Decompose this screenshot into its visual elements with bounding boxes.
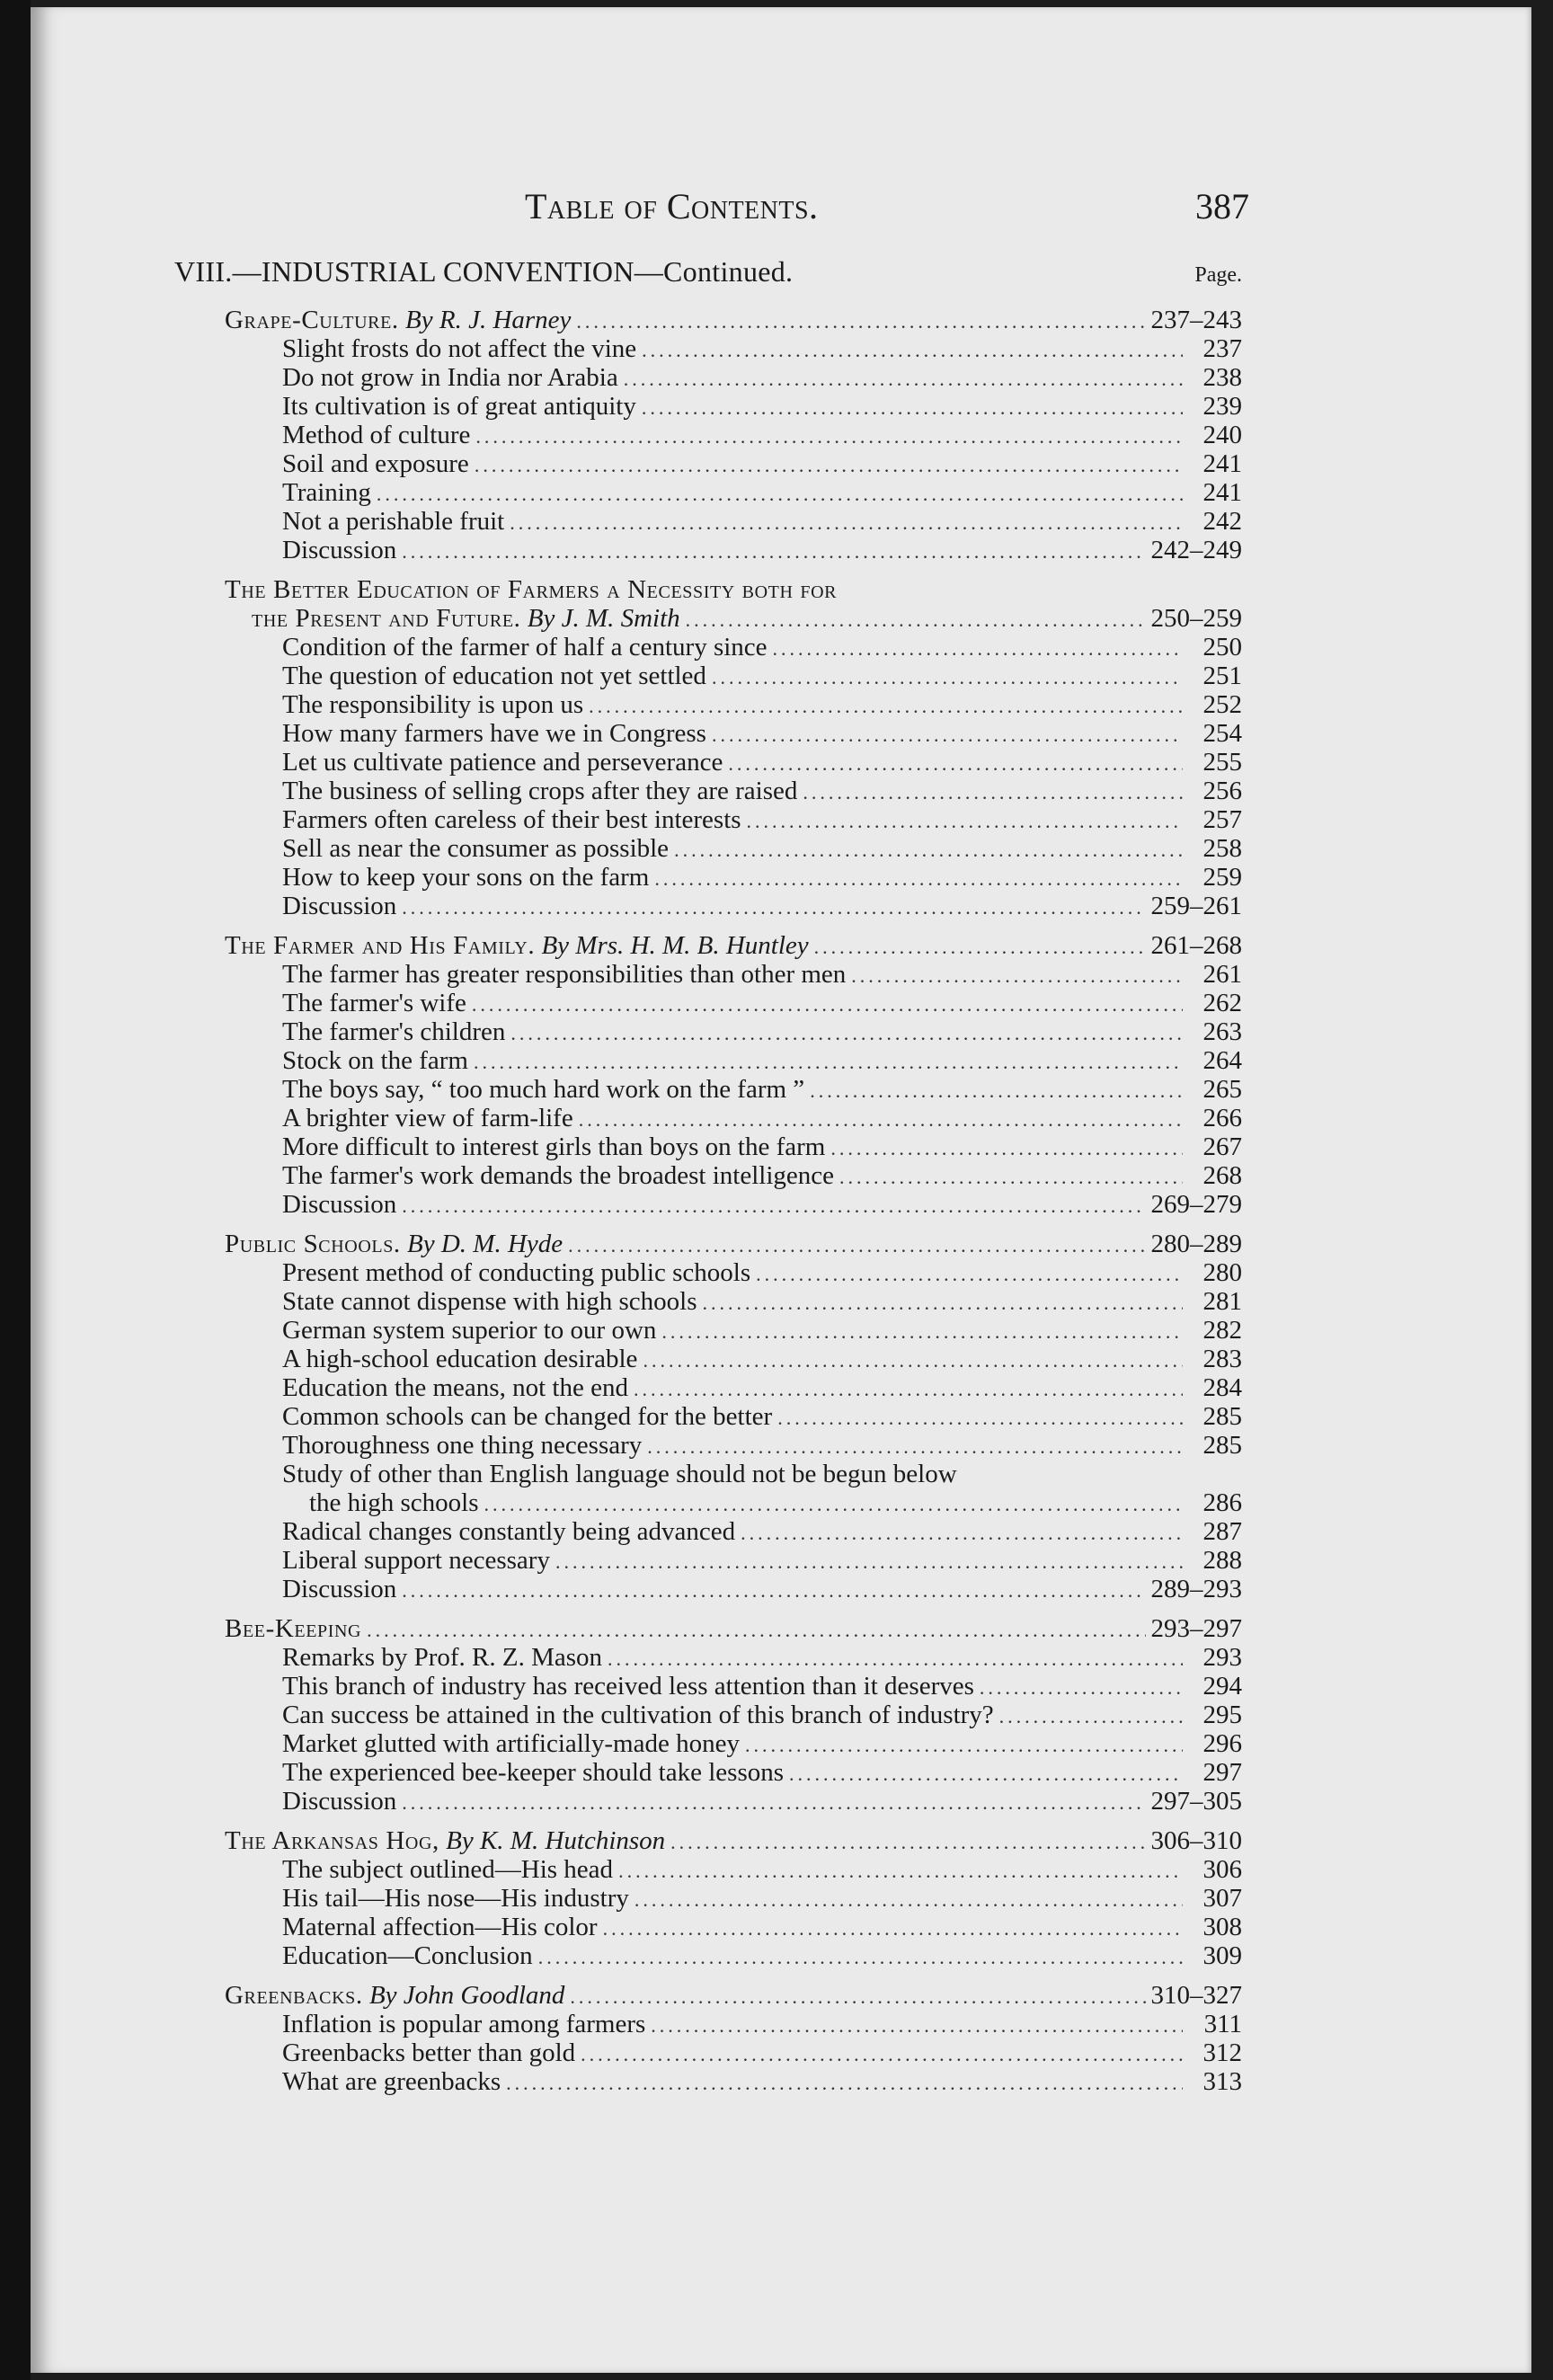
section-title-text: The Arkansas Hog,: [225, 1826, 439, 1855]
entry-text: Discussion: [282, 536, 397, 564]
leader-dots: [647, 1433, 1183, 1461]
page-number: 387: [1195, 186, 1249, 226]
toc-entry[interactable]: [174, 1017, 1242, 1046]
leader-dots: [839, 1163, 1183, 1192]
leader-dots: [999, 1702, 1183, 1731]
entry-text: The farmer's wife: [282, 989, 466, 1017]
leader-dots: [728, 750, 1183, 778]
entry-page: 240: [1202, 421, 1242, 449]
leader-dots: [651, 2011, 1183, 2040]
entry-text: the high schools: [309, 1488, 479, 1517]
entry-text: The business of selling crops after they are raised: [282, 777, 798, 805]
toc-section: [174, 1826, 1242, 1970]
toc-entry[interactable]: [174, 1460, 1242, 1488]
entry-page: 261: [1202, 960, 1242, 989]
leader-dots: [568, 1231, 1145, 1260]
section-pages: 280–289: [1150, 1230, 1242, 1258]
toc-entry[interactable]: [174, 1787, 1242, 1816]
leader-dots: [402, 1576, 1145, 1605]
toc-entry[interactable]: [174, 1701, 1242, 1729]
leader-dots: [747, 807, 1183, 836]
section-title-text: Greenbacks.: [225, 1981, 363, 2010]
leader-dots: [624, 365, 1183, 394]
toc-entry[interactable]: [174, 1046, 1242, 1075]
entry-text: Thoroughness one thing necessary: [282, 1431, 643, 1460]
toc-entry[interactable]: [174, 1373, 1242, 1402]
toc-entry[interactable]: [174, 1575, 1242, 1603]
entry-text: A high-school education desirable: [282, 1345, 638, 1373]
leader-dots: [402, 1789, 1145, 1817]
toc-entry[interactable]: [174, 863, 1242, 892]
entry-text: Maternal affection—His color: [282, 1913, 598, 1941]
leader-dots: [661, 1318, 1183, 1346]
toc-entry[interactable]: [174, 748, 1242, 777]
toc-entry[interactable]: [174, 1758, 1242, 1787]
entry-text: How many farmers have we in Congress: [282, 719, 706, 748]
section-title: [225, 1826, 665, 1855]
leader-dots: [581, 2040, 1183, 2069]
toc-entry[interactable]: [174, 989, 1242, 1017]
entry-text: The farmer's children: [282, 1017, 506, 1046]
entry-page: 239: [1202, 392, 1242, 421]
toc-section: [174, 931, 1242, 1219]
entry-text: Soil and exposure: [282, 449, 469, 478]
entry-text: Present method of conducting public schools: [282, 1258, 751, 1287]
entry-text: Not a perishable fruit: [282, 507, 505, 536]
toc-entry[interactable]: [174, 2010, 1242, 2038]
section-title-text: Public Schools.: [225, 1230, 401, 1258]
toc-entry[interactable]: [174, 1913, 1242, 1941]
entry-text: Market glutted with artificially-made honey: [282, 1729, 740, 1758]
section-title: [225, 1981, 564, 2010]
entry-page: 286: [1202, 1488, 1242, 1517]
entry-page: 237: [1202, 334, 1242, 363]
entry-text: The boys say, “ too much hard work on the farm ”: [282, 1075, 805, 1104]
entry-text: Method of culture: [282, 421, 471, 449]
toc-entry[interactable]: [174, 690, 1242, 719]
section-title: [225, 1230, 563, 1258]
entry-text: Stock on the farm: [282, 1046, 468, 1075]
toc-entry[interactable]: [174, 1672, 1242, 1701]
toc-section: [174, 306, 1242, 564]
toc-entry-continued[interactable]: [174, 1488, 1242, 1517]
toc-entry[interactable]: [174, 507, 1242, 536]
entry-page: 313: [1202, 2067, 1242, 2096]
toc-entry[interactable]: [174, 1132, 1242, 1161]
entry-page: 267: [1202, 1132, 1242, 1161]
section-title: [252, 604, 680, 633]
section-heading[interactable]: [174, 306, 1242, 334]
table-of-contents: [174, 257, 1242, 2096]
entry-page: 312: [1202, 2038, 1242, 2067]
leader-dots: [475, 451, 1183, 480]
toc-entry[interactable]: [174, 1431, 1242, 1460]
entry-text: What are greenbacks: [282, 2067, 501, 2096]
entry-text: The experienced bee-keeper should take lessons: [282, 1758, 785, 1787]
toc-entry[interactable]: [174, 1402, 1242, 1431]
leader-dots: [686, 606, 1146, 635]
entry-text: The farmer has greater responsibilities than other men: [282, 960, 847, 989]
section-title-text: Grape-Culture.: [225, 306, 399, 334]
toc-entry[interactable]: [174, 1345, 1242, 1373]
entry-page: 294: [1202, 1672, 1242, 1701]
entry-page: 283: [1202, 1345, 1242, 1373]
leader-dots: [851, 962, 1183, 990]
section-heading[interactable]: [174, 1230, 1242, 1258]
toc-entry[interactable]: [174, 2067, 1242, 2096]
part-heading: [174, 257, 1242, 295]
entry-text: Sell as near the consumer as possible: [282, 834, 670, 863]
entry-text: Study of other than English language should not be begun below: [282, 1460, 957, 1488]
leader-dots: [618, 1857, 1183, 1886]
leader-dots: [402, 893, 1145, 922]
entry-page: 295: [1202, 1701, 1242, 1729]
toc-entry[interactable]: [174, 892, 1242, 920]
section-pages: 250–259: [1150, 604, 1242, 633]
entry-page: 309: [1202, 1941, 1242, 1970]
entry-page: 259–261: [1150, 892, 1242, 920]
entry-page: 241: [1202, 449, 1242, 478]
entry-text: Condition of the farmer of half a century since: [282, 633, 768, 662]
section-title-text: the Present and Future.: [252, 604, 521, 633]
entry-text: A brighter view of farm-life: [282, 1104, 573, 1132]
entry-page: 264: [1202, 1046, 1242, 1075]
entry-page: 288: [1202, 1546, 1242, 1575]
toc-entry[interactable]: [174, 1546, 1242, 1575]
entry-page: 258: [1202, 834, 1242, 863]
toc-entry[interactable]: [174, 478, 1242, 507]
entry-page: 263: [1202, 1017, 1242, 1046]
entry-page: 257: [1202, 805, 1242, 834]
entry-text: Slight frosts do not affect the vine: [282, 334, 637, 363]
entry-text: Education the means, not the end: [282, 1373, 628, 1402]
entry-page: 285: [1202, 1402, 1242, 1431]
entry-text: Can success be attained in the cultivation of this branch of industry?: [282, 1701, 994, 1729]
toc-entry[interactable]: [174, 834, 1242, 863]
section-pages: 261–268: [1150, 931, 1242, 960]
toc-entry[interactable]: [174, 536, 1242, 564]
leader-dots: [810, 1077, 1183, 1106]
leader-dots: [642, 394, 1183, 422]
section-title: [225, 306, 571, 334]
toc-entry[interactable]: [174, 805, 1242, 834]
leader-dots: [756, 1260, 1183, 1289]
toc-entry[interactable]: [174, 1643, 1242, 1672]
toc-entry[interactable]: [174, 1190, 1242, 1219]
entry-page: 297: [1202, 1758, 1242, 1787]
leader-dots: [830, 1134, 1183, 1163]
entry-page: 256: [1202, 777, 1242, 805]
toc-entry[interactable]: [174, 1316, 1242, 1345]
entry-text: Training: [282, 478, 371, 507]
entry-page: 252: [1202, 690, 1242, 719]
entry-text: Let us cultivate patience and perseverance: [282, 748, 723, 777]
toc-entry[interactable]: [174, 2038, 1242, 2067]
entry-text: More difficult to interest girls than boys on the farm: [282, 1132, 826, 1161]
entry-text: Education—Conclusion: [282, 1941, 533, 1970]
leader-dots: [608, 1645, 1183, 1674]
entry-page: 285: [1202, 1431, 1242, 1460]
toc-entry[interactable]: [174, 421, 1242, 449]
section-title: [225, 575, 837, 604]
entry-text: The subject outlined—His head: [282, 1855, 614, 1884]
leader-dots: [570, 1983, 1145, 2011]
entry-text: Do not grow in India nor Arabia: [282, 363, 618, 392]
leader-dots: [555, 1548, 1183, 1576]
toc-entry[interactable]: [174, 1941, 1242, 1970]
entry-page: 266: [1202, 1104, 1242, 1132]
entry-text: Liberal support necessary: [282, 1546, 550, 1575]
binding-edge: [0, 0, 31, 2380]
entry-page: 307: [1202, 1884, 1242, 1913]
section-heading[interactable]: [174, 931, 1242, 960]
leader-dots: [712, 721, 1183, 750]
leader-dots: [510, 1019, 1183, 1048]
toc-entry[interactable]: [174, 777, 1242, 805]
leader-dots: [603, 1914, 1183, 1943]
entry-page: 282: [1202, 1316, 1242, 1345]
leader-dots: [634, 1375, 1183, 1404]
leader-dots: [980, 1674, 1183, 1702]
entry-page: 241: [1202, 478, 1242, 507]
section-pages: 306–310: [1150, 1826, 1242, 1855]
entry-text: The responsibility is upon us: [282, 690, 584, 719]
entry-page: 255: [1202, 748, 1242, 777]
entry-page: 289–293: [1150, 1575, 1242, 1603]
entry-page: 242–249: [1150, 536, 1242, 564]
leader-dots: [674, 836, 1183, 865]
section-heading-continued[interactable]: [174, 604, 1242, 633]
leader-dots: [773, 635, 1183, 663]
toc-section: [174, 1614, 1242, 1816]
leader-dots: [510, 509, 1183, 537]
section-title-text: The Better Education of Farmers a Necessity both for: [225, 575, 838, 604]
section-author: By D. M. Hyde: [407, 1230, 564, 1258]
leader-dots: [472, 990, 1183, 1019]
toc-entry[interactable]: [174, 1855, 1242, 1884]
entry-text: The farmer's work demands the broadest intelligence: [282, 1161, 834, 1190]
section-heading[interactable]: [174, 1826, 1242, 1855]
leader-dots: [745, 1731, 1183, 1760]
entry-text: Discussion: [282, 892, 397, 920]
toc-entry[interactable]: [174, 662, 1242, 690]
leader-dots: [402, 537, 1145, 566]
leader-dots: [474, 1048, 1183, 1077]
leader-dots: [579, 1106, 1183, 1134]
toc-entry[interactable]: [174, 392, 1242, 421]
section-heading[interactable]: [174, 1981, 1242, 2010]
section-pages: 293–297: [1150, 1614, 1242, 1643]
leader-dots: [402, 1192, 1145, 1221]
toc-entry[interactable]: [174, 1075, 1242, 1104]
entry-text: This branch of industry has received less attention than it deserves: [282, 1672, 974, 1701]
leader-dots: [670, 1828, 1145, 1857]
toc-section: [174, 575, 1242, 920]
toc-entry[interactable]: [174, 363, 1242, 392]
leader-dots: [475, 422, 1183, 451]
toc-entry[interactable]: [174, 449, 1242, 478]
toc-entry[interactable]: [174, 334, 1242, 363]
entry-page: 281: [1202, 1287, 1242, 1316]
entry-page: 293: [1202, 1643, 1242, 1672]
entry-page: 262: [1202, 989, 1242, 1017]
leader-dots: [576, 307, 1145, 336]
entry-text: German system superior to our own: [282, 1316, 657, 1345]
toc-entry[interactable]: [174, 719, 1242, 748]
leader-dots: [803, 778, 1183, 807]
entry-page: 250: [1202, 633, 1242, 662]
leader-dots: [703, 1289, 1183, 1318]
section-title-text: The Farmer and His Family.: [225, 931, 536, 960]
entry-text: The question of education not yet settled: [282, 662, 706, 690]
toc-entry[interactable]: [174, 1884, 1242, 1913]
leader-dots: [377, 480, 1183, 509]
running-head: Table of Contents.: [525, 186, 819, 226]
entry-text: Its cultivation is of great antiquity: [282, 392, 636, 421]
section-title-text: Bee-Keeping: [225, 1614, 362, 1643]
leader-dots: [484, 1490, 1184, 1519]
entry-text: Discussion: [282, 1190, 397, 1219]
entry-page: 268: [1202, 1161, 1242, 1190]
leader-dots: [635, 1886, 1183, 1914]
toc-entry[interactable]: [174, 1729, 1242, 1758]
leader-dots: [506, 2069, 1183, 2098]
section-heading[interactable]: [174, 1614, 1242, 1643]
entry-text: State cannot dispense with high schools: [282, 1287, 697, 1316]
entry-page: 306: [1202, 1855, 1242, 1884]
entry-text: Discussion: [282, 1787, 397, 1816]
toc-entry[interactable]: [174, 1104, 1242, 1132]
entry-page: 242: [1202, 507, 1242, 536]
toc-entry[interactable]: [174, 1258, 1242, 1287]
leader-dots: [814, 933, 1146, 962]
entry-page: 296: [1202, 1729, 1242, 1758]
entry-page: 238: [1202, 363, 1242, 392]
entry-page: 251: [1202, 662, 1242, 690]
section-pages: 310–327: [1150, 1981, 1242, 2010]
entry-page: 287: [1202, 1517, 1242, 1546]
entry-text: Greenbacks better than gold: [282, 2038, 576, 2067]
leader-dots: [367, 1616, 1145, 1645]
entry-page: 297–305: [1150, 1787, 1242, 1816]
page-column-label: Page.: [1194, 263, 1242, 287]
entry-page: 280: [1202, 1258, 1242, 1287]
section-author: By John Goodland: [368, 1981, 565, 2010]
toc-section: [174, 1981, 1242, 2096]
toc-entry[interactable]: [174, 1287, 1242, 1316]
part-title: VIII.—INDUSTRIAL CONVENTION—Continued.: [174, 255, 794, 288]
section-author: By R. J. Harney: [405, 306, 572, 334]
leader-dots: [642, 336, 1183, 365]
leader-dots: [589, 692, 1183, 721]
section-title: [225, 931, 809, 960]
leader-dots: [712, 663, 1183, 692]
entry-text: Common schools can be changed for the better: [282, 1402, 773, 1431]
entry-text: Remarks by Prof. R. Z. Mason: [282, 1643, 603, 1672]
entry-page: 269–279: [1150, 1190, 1242, 1219]
entry-text: Inflation is popular among farmers: [282, 2010, 646, 2038]
leader-dots: [654, 865, 1183, 893]
toc-entry[interactable]: [174, 1517, 1242, 1546]
entry-text: His tail—His nose—His industry: [282, 1884, 629, 1913]
section-heading[interactable]: [174, 575, 1242, 604]
toc-entry[interactable]: [174, 633, 1242, 662]
entry-text: Farmers often careless of their best interests: [282, 805, 741, 834]
toc-entry[interactable]: [174, 1161, 1242, 1190]
entry-page: 254: [1202, 719, 1242, 748]
entry-text: Radical changes constantly being advanced: [282, 1517, 736, 1546]
entry-page: 284: [1202, 1373, 1242, 1402]
toc-entry[interactable]: [174, 960, 1242, 989]
entry-text: How to keep your sons on the farm: [282, 863, 650, 892]
entry-text: Discussion: [282, 1575, 397, 1603]
section-author: By J. M. Smith: [527, 604, 680, 633]
section-pages: 237–243: [1150, 306, 1242, 334]
section-title: [225, 1614, 361, 1643]
leader-dots: [643, 1346, 1183, 1375]
section-author: By K. M. Hutchinson: [446, 1826, 666, 1855]
entry-page: 308: [1202, 1913, 1242, 1941]
entry-page: 259: [1202, 863, 1242, 892]
leader-dots: [538, 1943, 1183, 1972]
leader-dots: [777, 1404, 1183, 1433]
entry-page: 265: [1202, 1075, 1242, 1104]
entry-page: 311: [1203, 2010, 1242, 2038]
section-author: By Mrs. H. M. B. Huntley: [541, 931, 809, 960]
leader-dots: [741, 1519, 1183, 1548]
toc-section: [174, 1230, 1242, 1603]
leader-dots: [789, 1760, 1183, 1789]
